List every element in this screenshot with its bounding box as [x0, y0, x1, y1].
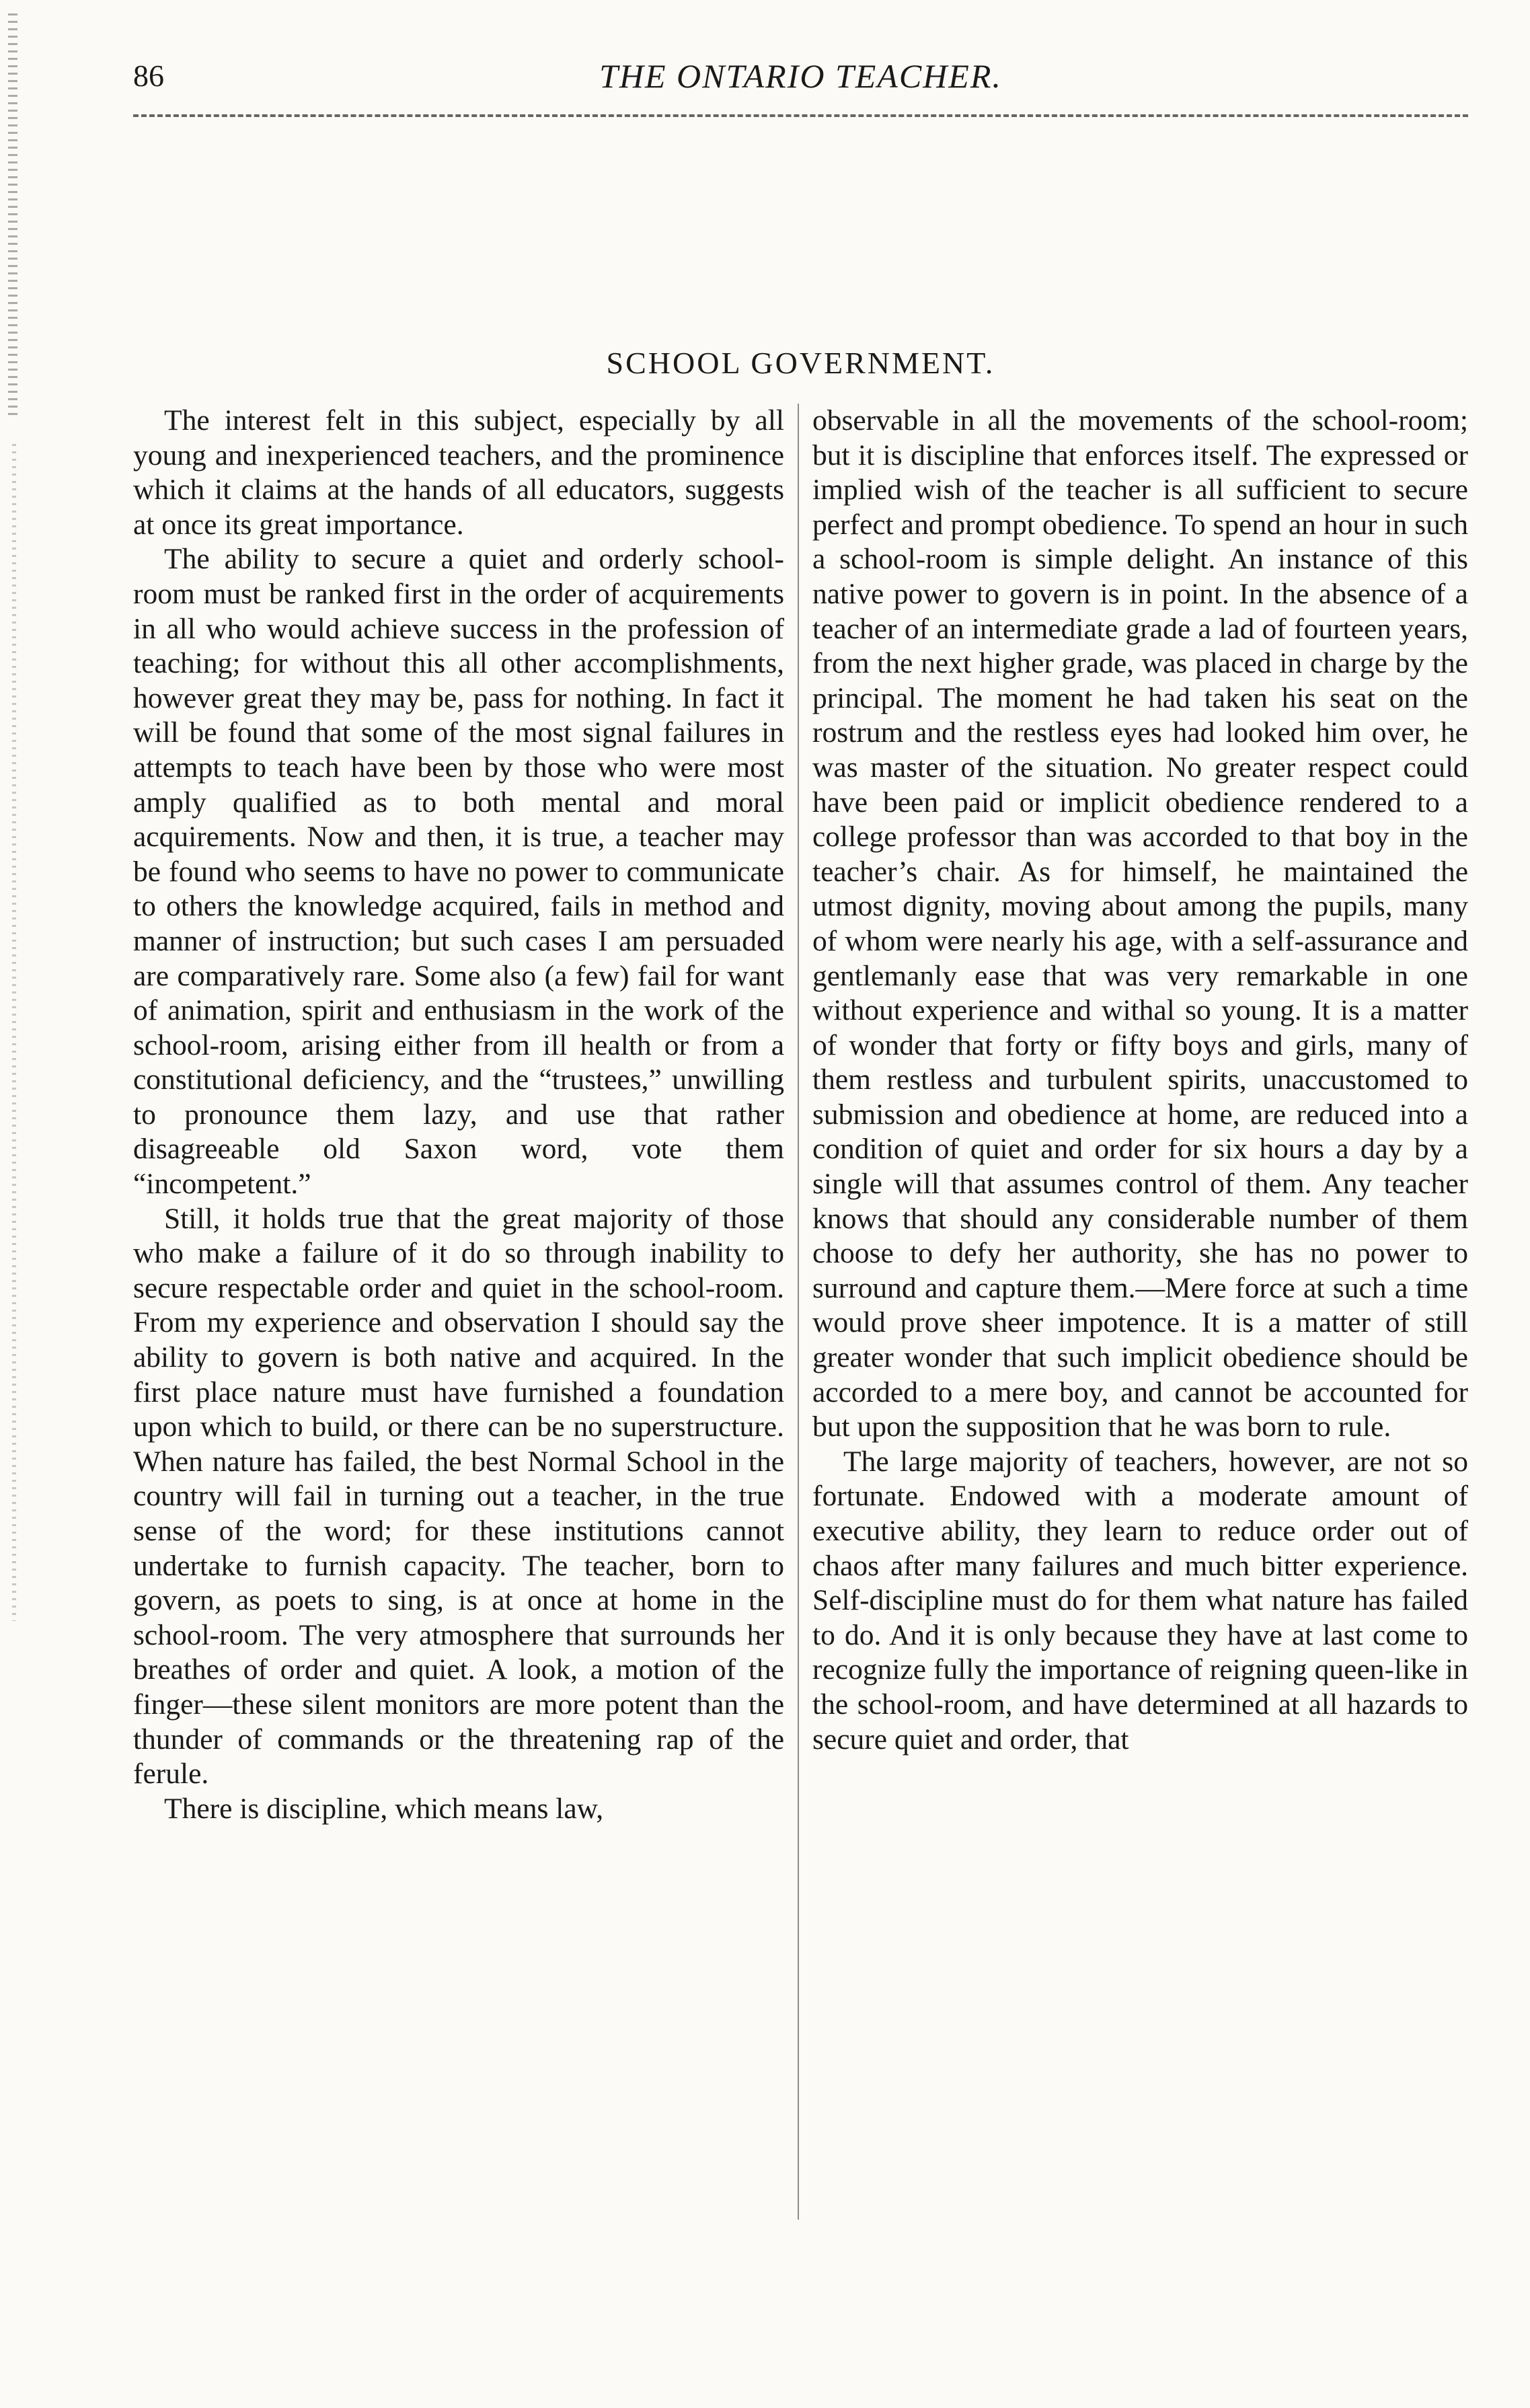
header-rule [133, 114, 1468, 117]
right-column [812, 404, 1468, 1757]
page-header [133, 52, 1468, 100]
page-number: 86 [133, 59, 164, 93]
paragraph: The ability to secure a quiet and orderly school-room must be ranked first in the order of acquirements in all who would achieve success in the profession of teaching; for without this all other accomplishments, however great they may be, pass for nothing. In fact it will be found that some of the most signal failures in attempts to teach have been by those who were most amply qualified as to both mental and moral acquirements. Now and then, it is true, a teacher may be found who seems to have no power to communicate to others the knowledge acquired, fails in method and manner of instruction; but such cases I am persuaded are comparatively rare. Some also (a few) fail for want of animation, spirit and enthusiasm in the work of the school-room, arising either from ill health or from a constitutional deficiency, and the “trustees,” unwilling to pronounce them lazy, and use that rather disagreeable old Saxon word, vote them “incompetent.” [133, 543, 784, 1201]
paragraph: There is discipline, which means law, [164, 1792, 604, 1825]
article-title: SCHOOL GOVERNMENT. [606, 346, 995, 380]
paragraph: The large majority of teachers, however, are not so fortunate. Endowed with a moderate amount of executive ability, they learn to reduce order out of chaos after many failures and much bitter experience. Self-discipline must do for them what nature has failed to do. And it is only because they have at last come to recognize fully the importance of reigning queen-like in the school-room, and have determined at all hazards to secure quiet and order, that [812, 1445, 1468, 1756]
running-head: THE ONTARIO TEACHER. [599, 57, 1002, 95]
page-edge-scan-mark-lower [12, 444, 16, 1621]
page-edge-scan-mark [8, 13, 17, 417]
paragraph: observable in all the movements of the school-room; but it is discipline that enforces itself. The expressed or implied wish of the teacher is all sufficient to secure perfect and prompt obedience. To spend an hour in such a school-room is simple delight. An instance of this native power to govern is in point. In the absence of a teacher of an intermediate grade a lad of fourteen years, from the next higher grade, was placed in charge by the principal. The moment he had taken his seat on the rostrum and the restless eyes had looked him over, he was master of the situation. No greater respect could have been paid or implicit obedience rendered to a college professor than was accorded to that boy in the teacher’s chair. As for himself, he maintained the utmost dignity, moving about among the pupils, many of whom were nearly his age, with a self-assurance and gentlemanly ease that was very remarkable in one without experience and withal so young. It is a matter of wonder that forty or fifty boys and girls, many of them restless and turbulent spirits, unaccustomed to submission and obedience at home, are reduced into a condition of quiet and order for six hours a day by a single will that assumes control of them. Any teacher knows that should any considerable number of them choose to defy her authority, she has no power to surround and capture them.—Mere force at such a time would prove sheer impotence. It is a matter of still greater wonder that such implicit obedience should be accorded to a mere boy, and cannot be accounted for but upon the supposition that he was born to rule. [812, 404, 1468, 1443]
paragraph: The interest felt in this subject, especially by all young and inexperienced teachers, and the prominence which it claims at the hands of all educators, suggests at once its great importance. [133, 404, 784, 541]
left-column [133, 404, 784, 1826]
column-divider [798, 404, 799, 2220]
paragraph: Still, it holds true that the great majority of those who make a failure of it do so through inability to secure respectable order and quiet in the school-room. From my experience and observation I should say the ability to govern is both native and acquired. In the first place nature must have furnished a foundation upon which to build, or there can be no superstructure. When nature has failed, the best Normal School in the country will fail in turning out a teacher, in the true sense of the word; for these institutions cannot undertake to furnish capacity. The teacher, born to govern, as poets to sing, is at once at home in the school-room. The very atmosphere that surrounds her breathes of order and quiet. A look, a motion of the finger—these silent monitors are more potent than the thunder of commands or the threatening rap of the ferule. [133, 1202, 784, 1791]
